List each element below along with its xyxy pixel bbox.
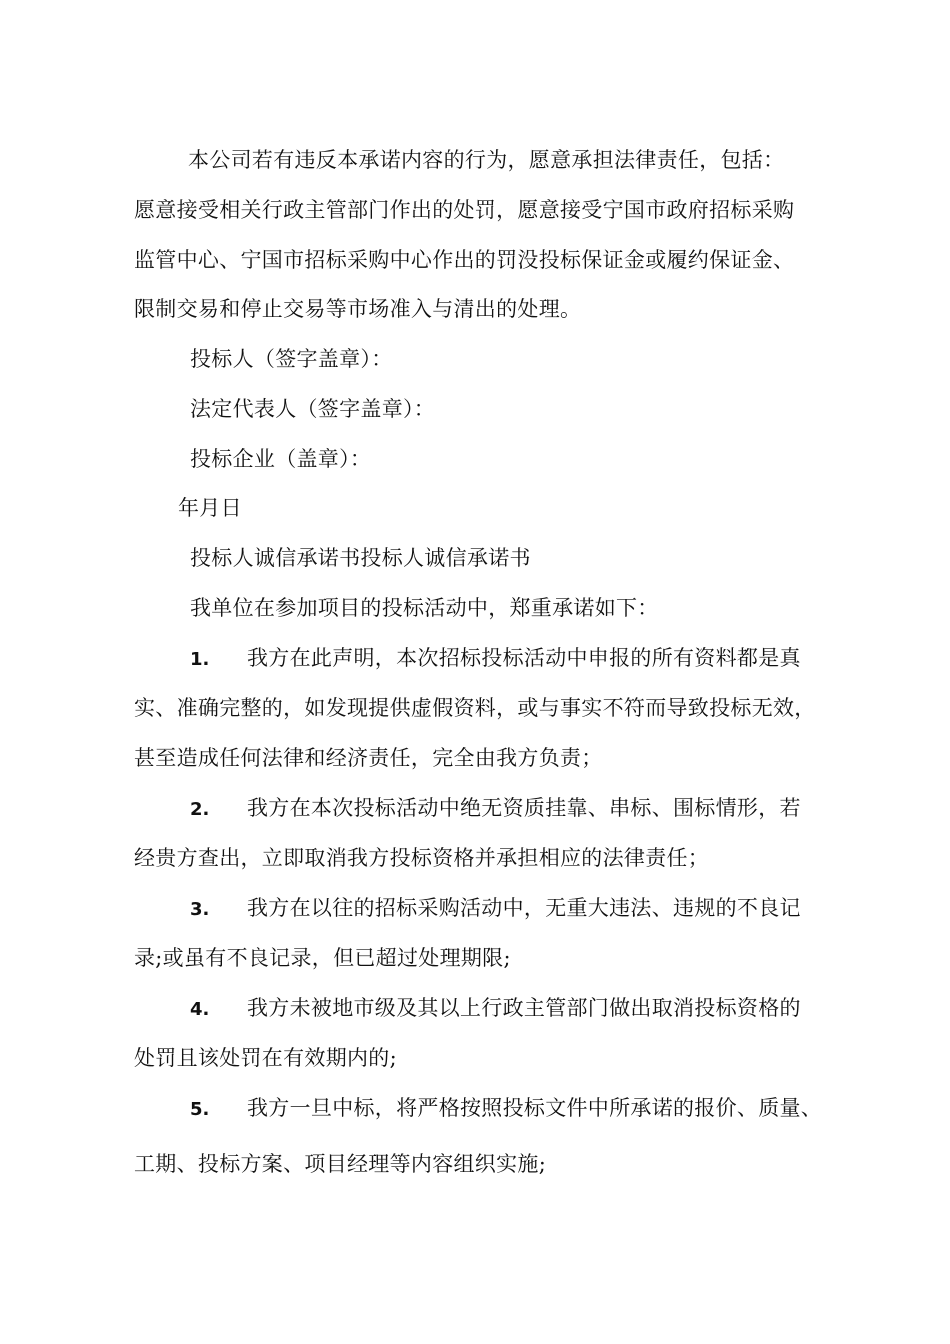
date-label: 年月日 [178, 496, 242, 520]
item-4-line-1: 我方未被地市级及其以上行政主管部门做出取消投标资格的 [247, 996, 801, 1020]
item-2-line-1: 我方在本次投标活动中绝无资质挂靠、串标、围标情形，若 [247, 796, 801, 820]
item-5-line-2: 工期、投标方案、项目经理等内容组织实施; [134, 1152, 547, 1176]
bidder-signature-label: 投标人（签字盖章）： [190, 347, 393, 371]
item-5-line-1: 我方一旦中标，将严格按照投标文件中所承诺的报价、质量、 [247, 1096, 823, 1120]
item-1-line-2: 实、准确完整的，如发现提供虚假资料，或与事实不符而导致投标无效， [134, 696, 816, 720]
intro-line-2: 愿意接受相关行政主管部门作出的处罚，愿意接受宁国市政府招标采购 [134, 198, 795, 222]
item-1-line-1: 我方在此声明，本次招标投标活动中申报的所有资料都是真 [247, 646, 801, 670]
item-1-line-3: 甚至造成任何法律和经济责任，完全由我方负责； [134, 746, 603, 770]
intro-line-1: 本公司若有违反本承诺内容的行为，愿意承担法律责任，包括： [188, 148, 785, 172]
item-3-line-1: 我方在以往的招标采购活动中，无重大违法、违规的不良记 [247, 896, 801, 920]
item-1-number: 1. [190, 649, 210, 670]
item-4-number: 4. [190, 999, 210, 1020]
item-2-number: 2. [190, 799, 210, 820]
company-seal-label: 投标企业（盖章）： [190, 447, 372, 471]
legal-rep-signature-label: 法定代表人（签字盖章）： [190, 397, 436, 421]
intro-line-3: 监管中心、宁国市招标采购中心作出的罚没投标保证金或履约保证金、 [134, 248, 795, 272]
item-3-number: 3. [190, 899, 210, 920]
item-2-line-2: 经贵方查出，立即取消我方投标资格并承担相应的法律责任； [134, 846, 710, 870]
item-4-line-2: 处罚且该处罚在有效期内的; [134, 1046, 397, 1070]
commitment-lead: 我单位在参加项目的投标活动中，郑重承诺如下： [190, 596, 659, 620]
item-3-line-2: 录;或虽有不良记录，但已超过处理期限; [134, 946, 511, 970]
intro-line-4: 限制交易和停止交易等市场准入与清出的处理。 [134, 297, 582, 321]
item-5-number: 5. [190, 1099, 210, 1120]
document-heading: 投标人诚信承诺书投标人诚信承诺书 [190, 546, 531, 570]
